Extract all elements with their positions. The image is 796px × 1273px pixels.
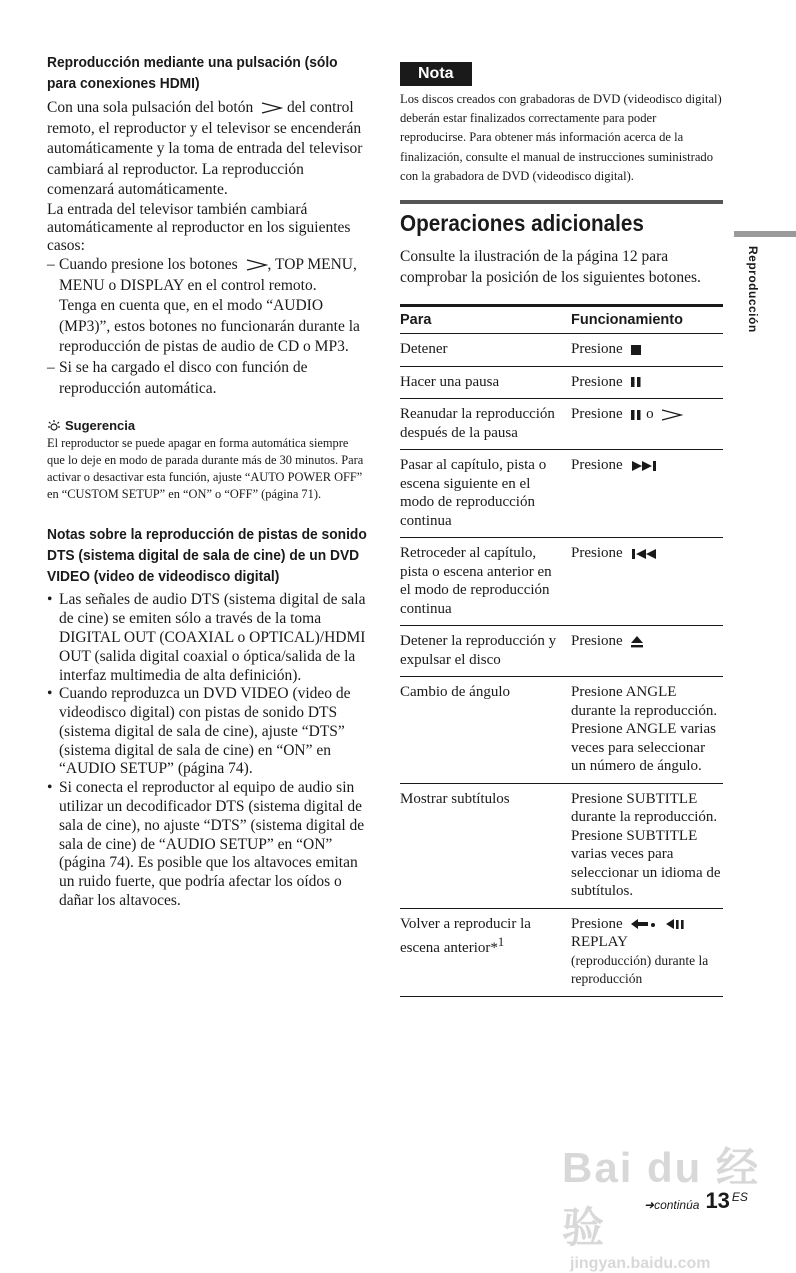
table-cell: Detener: [400, 334, 571, 367]
text: Tenga en cuenta que, en el modo “AUDIO (MP3)”, estos botones no funcionarán durante la reproducción de pistas de audio de CD o MP3.: [59, 297, 360, 356]
text: Presione: [571, 915, 623, 932]
table-row: [400, 366, 723, 399]
table-cell: Presione ANGLE durante la reproducción. Presione ANGLE varias veces para seleccionar un número de ángulo.: [571, 677, 723, 784]
language-code: ES: [731, 1190, 748, 1204]
table-row: [400, 677, 723, 784]
table-row: [400, 450, 723, 538]
text: Presione: [571, 406, 623, 423]
note-text: Los discos creados con grabadoras de DVD (videodisco digital) deberán estar finalizados correctamente para poder reproducirse. Para obtener más información acerca de la finalización, consulte el manual de instrucciones suministrado con la grabadora de DVD (videodisco digital).: [400, 92, 722, 183]
text: Presione: [571, 341, 623, 358]
table-cell: Presione SUBTITLE durante la reproducción. Presione SUBTITLE varias veces para seleccionar un idioma de subtítulos.: [571, 783, 723, 908]
left-column: [47, 52, 367, 911]
table-row: [400, 538, 723, 626]
divider: [400, 200, 723, 204]
text: Las señales de audio DTS (sistema digital de sala de cine) se emiten sólo a través de la toma DIGITAL OUT (COAXIAL o OPTICAL)/HDMI OUT (salida digital coaxial o óptica/salida de la interfaz multimedia de alta definición).: [59, 591, 366, 684]
play-icon: [261, 102, 283, 114]
table-cell: Retroceder al capítulo, pista o escena anterior en el modo de reproducción continua: [400, 538, 571, 626]
text: continúa: [654, 1198, 700, 1212]
watermark-url: jingyan.baidu.com: [570, 1255, 711, 1272]
table-cell: Mostrar subtítulos: [400, 783, 571, 908]
next-icon: [630, 460, 660, 472]
paragraph: [47, 98, 367, 201]
section-title-dts: Notas sobre la reproducción de pistas de sonido DTS (sistema digital de sala de cine) de un DVD VIDEO (video de videodisco digital): [47, 526, 367, 586]
page-footer: [644, 1190, 748, 1212]
text: o: [646, 406, 654, 423]
column-header: Funcionamiento: [571, 306, 723, 334]
intro-text: Consulte la ilustración de la página 12 para comprobar la posición de los siguientes botones.: [400, 248, 701, 287]
replay-icon: [630, 918, 686, 930]
text: Si se ha cargado el disco con función de reproducción automática.: [59, 358, 308, 397]
text: , TOP MENU, MENU o DISPLAY en el control remoto.: [59, 255, 357, 294]
table-row: [400, 399, 723, 450]
footnote-marker: 1: [497, 935, 505, 950]
text: del control remoto, el reproductor y el televisor se encenderán automáticamente y la toma de entrada del televisor cambiará al reproductor. La reproducción comenzará automáticamente.: [47, 99, 363, 199]
text: (reproducción) durante la reproducción: [571, 952, 709, 987]
table-cell: [571, 334, 723, 367]
paragraph: La entrada del televisor también cambiará automáticamente al reproductor en los siguientes casos:: [47, 200, 351, 254]
table-cell: [571, 908, 723, 996]
chapter-tab: [734, 231, 796, 237]
play-icon: [661, 409, 683, 421]
table-cell: [571, 626, 723, 677]
text: REPLAY: [571, 934, 628, 951]
continue-marker: ➜continúa: [644, 1198, 700, 1212]
watermark-text: Bai du 经验: [562, 1144, 761, 1251]
table-cell: Pasar al capítulo, pista o escena siguiente en el modo de reproducción continua: [400, 450, 571, 538]
table-cell: Detener la reproducción y expulsar el disco: [400, 626, 571, 677]
table-cell: Hacer una pausa: [400, 366, 571, 399]
table-row: [400, 783, 723, 908]
table-cell: Reanudar la reproducción después de la pausa: [400, 399, 571, 450]
tip-text: El reproductor se puede apagar en forma automática siempre que lo deje en modo de parada durante más de 30 minutos. Para activar o desactivar esta función, ajuste “AUTO POWER OFF” en “CUSTOM SETUP” en “ON” o “OFF” (página 71).: [47, 436, 364, 501]
note-badge: Nota: [400, 62, 472, 86]
table-header: [400, 306, 723, 334]
text: Cuando reproduzca un DVD VIDEO (video de videodisco digital) con pistas de sonido DTS (sistema digital de sala de cine), ajuste “DTS” (sistema digital de sala de cine) en “ON” en “AUDIO SETUP” (página 74).: [59, 685, 351, 778]
table-cell: [571, 450, 723, 538]
text: Con una sola pulsación del botón: [47, 99, 254, 116]
table-cell: [571, 366, 723, 399]
table-row: [400, 334, 723, 367]
operations-table: [400, 304, 723, 997]
tip-heading: [47, 417, 367, 435]
text: Si conecta el reproductor al equipo de audio sin utilizar un decodificador DTS (sistema digital de sala de cine), no ajuste “DTS” (sistema digital de sala de cine) de “AUDIO SETUP” en “ON” (página 74). Es posible que los altavoces emitan un ruido fuerte, que podría afectar los oídos o dañar los altavoces.: [59, 779, 365, 910]
pause-icon: [630, 409, 642, 421]
section-title-one-touch: Reproducción mediante una pulsación (sólo para conexiones HDMI): [47, 54, 338, 92]
pause-icon: [630, 376, 642, 388]
table-cell: [571, 538, 723, 626]
section-title-operations: Operaciones adicionales: [400, 210, 644, 237]
table-row: [400, 626, 723, 677]
list-item: • Las señales de audio DTS (sistema digital de sala de cine) se emiten sólo a través de la toma DIGITAL OUT (COAXIAL o OPTICAL)/HDMI OUT (salida digital coaxial o óptica/salida de la interfaz multimedia de alta definición).: [47, 591, 366, 684]
stop-icon: [630, 344, 642, 356]
list-item: – Cuando presione los botones , TOP MENU, MENU o DISPLAY en el control remoto. Tenga en cuenta que, en el modo “AUDIO (MP3)”, estos botones no funcionarán durante la reproducción de pistas de audio de CD o MP3.: [47, 255, 360, 356]
list-item: – Si se ha cargado el disco con función de reproducción automática.: [47, 358, 367, 399]
text: Presione: [571, 457, 623, 474]
list-item: • Cuando reproduzca un DVD VIDEO (video de videodisco digital) con pistas de sonido DTS (sistema digital de sala de cine), ajuste “DTS” (sistema digital de sala de cine) en “ON” en “AUDIO SETUP” (página 74).: [47, 685, 367, 779]
right-column: [400, 62, 723, 997]
page-number: 13: [705, 1188, 730, 1213]
eject-icon: [630, 635, 644, 648]
table-cell: [571, 399, 723, 450]
table-cell: Cambio de ángulo: [400, 677, 571, 784]
text: Presione: [571, 633, 623, 650]
table-row: [400, 908, 723, 996]
play-icon: [246, 259, 268, 271]
text: Presione: [571, 373, 623, 390]
text: Cuando presione los botones: [59, 255, 238, 273]
tip-label: Sugerencia: [65, 418, 136, 434]
text: Presione: [571, 545, 623, 562]
text: Volver a reproducir la escena anterior*: [400, 915, 531, 957]
table-cell: [400, 908, 571, 996]
lightbulb-icon: [47, 419, 61, 433]
column-header: Para: [400, 306, 571, 334]
list-item: • Si conecta el reproductor al equipo de audio sin utilizar un decodificador DTS (sistema digital de sala de cine), no ajuste “DTS” (sistema digital de sala de cine) de “AUDIO SETUP” en “ON” (página 74). Es posible que los altavoces emitan un ruido fuerte, que podría afectar los oídos o dañar los altavoces.: [47, 779, 367, 911]
previous-icon: [630, 548, 660, 560]
chapter-label: Reproducción: [746, 246, 760, 333]
